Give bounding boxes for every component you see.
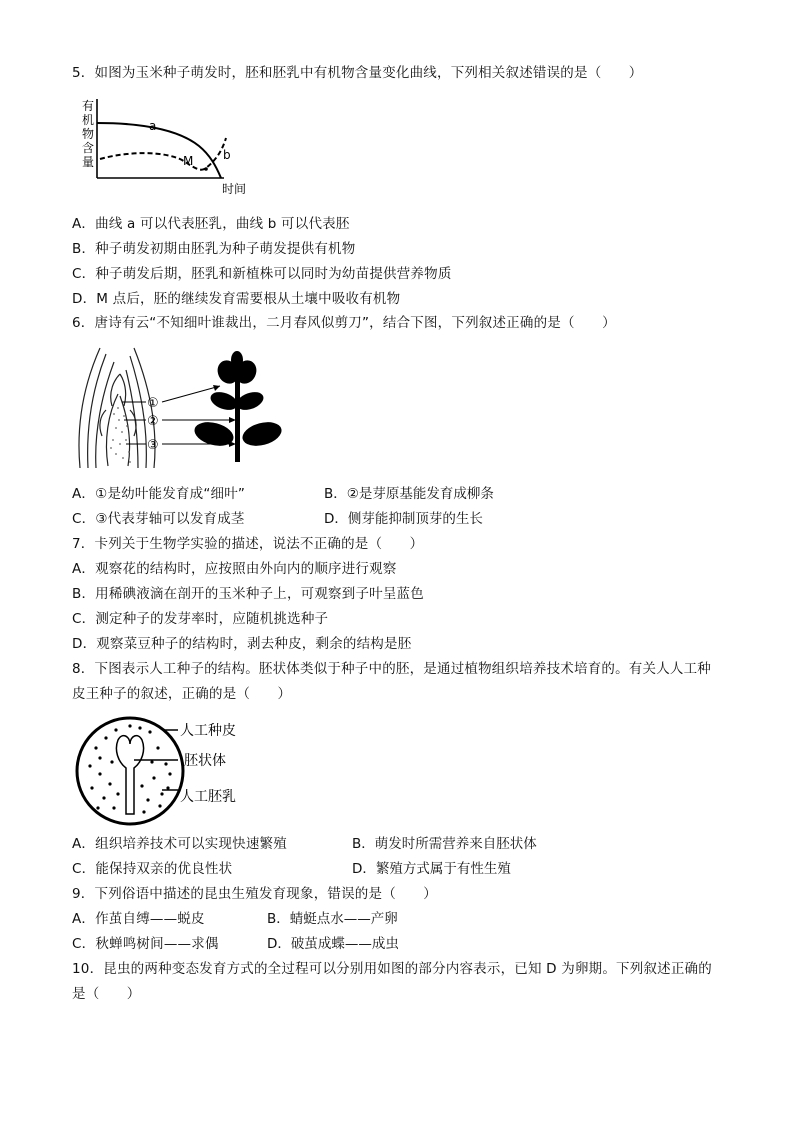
bud-stipple	[110, 407, 131, 463]
q5-ylabel-char: 含	[82, 141, 95, 155]
marker-1: ①	[147, 396, 159, 411]
q8-option-c: C．能保持双亲的优良性状	[72, 861, 233, 877]
embryoid-shape	[116, 736, 143, 814]
q5-ylabel-char: 物	[82, 127, 95, 141]
q6-option-c: C．③代表芽轴可以发育成茎	[72, 511, 245, 527]
q7-option-c: C．测定种子的发芽率时，应随机挑选种子	[72, 611, 329, 627]
q8-option-d: D．繁殖方式属于有性生殖	[352, 861, 511, 877]
q9-option-c: C．秋蝉鸣树间——求偶	[72, 936, 219, 952]
q7-option-b: B．用稀碘液滴在剖开的玉米种子上，可观察到子叶呈蓝色	[72, 586, 424, 602]
q5-label-m: M	[183, 154, 194, 168]
q8-stem-line2: 皮王种子的叙述，正确的是（ ）	[72, 686, 292, 702]
q7-option-a: A．观察花的结构时，应按照由外向内的顺序进行观察	[72, 561, 397, 577]
q5-point-m	[204, 167, 208, 171]
q6-figure	[74, 344, 294, 474]
q5-label-a: a	[149, 119, 157, 133]
q10-stem-line2: 是（ ）	[72, 986, 141, 1002]
q10-stem-line1: 10．昆虫的两种变态发育方式的全过程可以分别用如图的部分内容表示，已知 D 为卵期。下列叙述正确的	[72, 961, 712, 977]
marker-3: ③	[147, 438, 159, 453]
q8-option-a: A．组织培养技术可以实现快速繁殖	[72, 836, 287, 852]
q9-option-a: A．作茧自缚——蜕皮	[72, 911, 205, 927]
q6-option-d: D．侧芽能抑制顶芽的生长	[324, 511, 483, 527]
q5-option-b: B．种子萌发初期由胚乳为种子萌发提供有机物	[72, 241, 356, 257]
q9-stem: 9．下列俗语中描述的昆虫生殖发育现象，错误的是（ ）	[72, 886, 437, 902]
q5-stem: 5．如图为玉米种子萌发时，胚和胚乳中有机物含量变化曲线，下列相关叙述错误的是（ ）	[72, 65, 643, 81]
q9-option-d: D．破茧成蝶——成虫	[267, 936, 399, 952]
plant-silhouette	[192, 351, 284, 462]
q8-figure	[74, 712, 254, 830]
arrowhead-2	[229, 417, 236, 423]
q5-option-d: D．M 点后，胚的继续发育需要根从土壤中吸收有机物	[72, 291, 401, 307]
label-artificial-endosperm: 人工胚乳	[180, 789, 236, 805]
arrowhead-1	[213, 385, 220, 391]
q5-xlabel: 时间	[222, 182, 247, 196]
q7-option-d: D．观察菜豆种子的结构时，剥去种皮，剩余的结构是胚	[72, 636, 412, 652]
q5-option-a: A．曲线 a 可以代表胚乳，曲线 b 可以代表胚	[72, 216, 350, 232]
label-artificial-coat: 人工种皮	[180, 723, 236, 739]
q5-label-b: b	[223, 148, 231, 162]
q5-ylabel-char: 量	[82, 155, 95, 169]
q6-stem: 6．唐诗有云“不知细叶谁裁出，二月春风似剪刀”，结合下图，下列叙述正确的是（ ）	[72, 315, 616, 331]
q5-ylabel-char: 机	[82, 113, 95, 127]
label-embryoid: 胚状体	[184, 753, 226, 769]
q8-option-b: B．萌发时所需营养来自胚状体	[352, 836, 537, 852]
marker-2: ②	[147, 414, 159, 429]
q7-stem: 7．卡列关于生物学实验的描述，说法不正确的是（ ）	[72, 536, 424, 552]
q5-figure	[74, 96, 254, 200]
q8-stem-line1: 8．下图表示人工种子的结构。胚状体类似于种子中的胚，是通过植物组织培养技术培育的。有关人人工种	[72, 661, 711, 677]
q5-ylabel-char: 有	[82, 99, 95, 113]
q5-option-c: C．种子萌发后期，胚乳和新植株可以同时为幼苗提供营养物质	[72, 266, 452, 282]
q6-option-a: A．①是幼叶能发育成“细叶”	[72, 486, 246, 502]
q9-option-b: B．蜻蜓点水——产卵	[267, 911, 398, 927]
q6-option-b: B．②是芽原基能发育成柳条	[324, 486, 494, 502]
bud-section-drawing	[79, 348, 155, 468]
